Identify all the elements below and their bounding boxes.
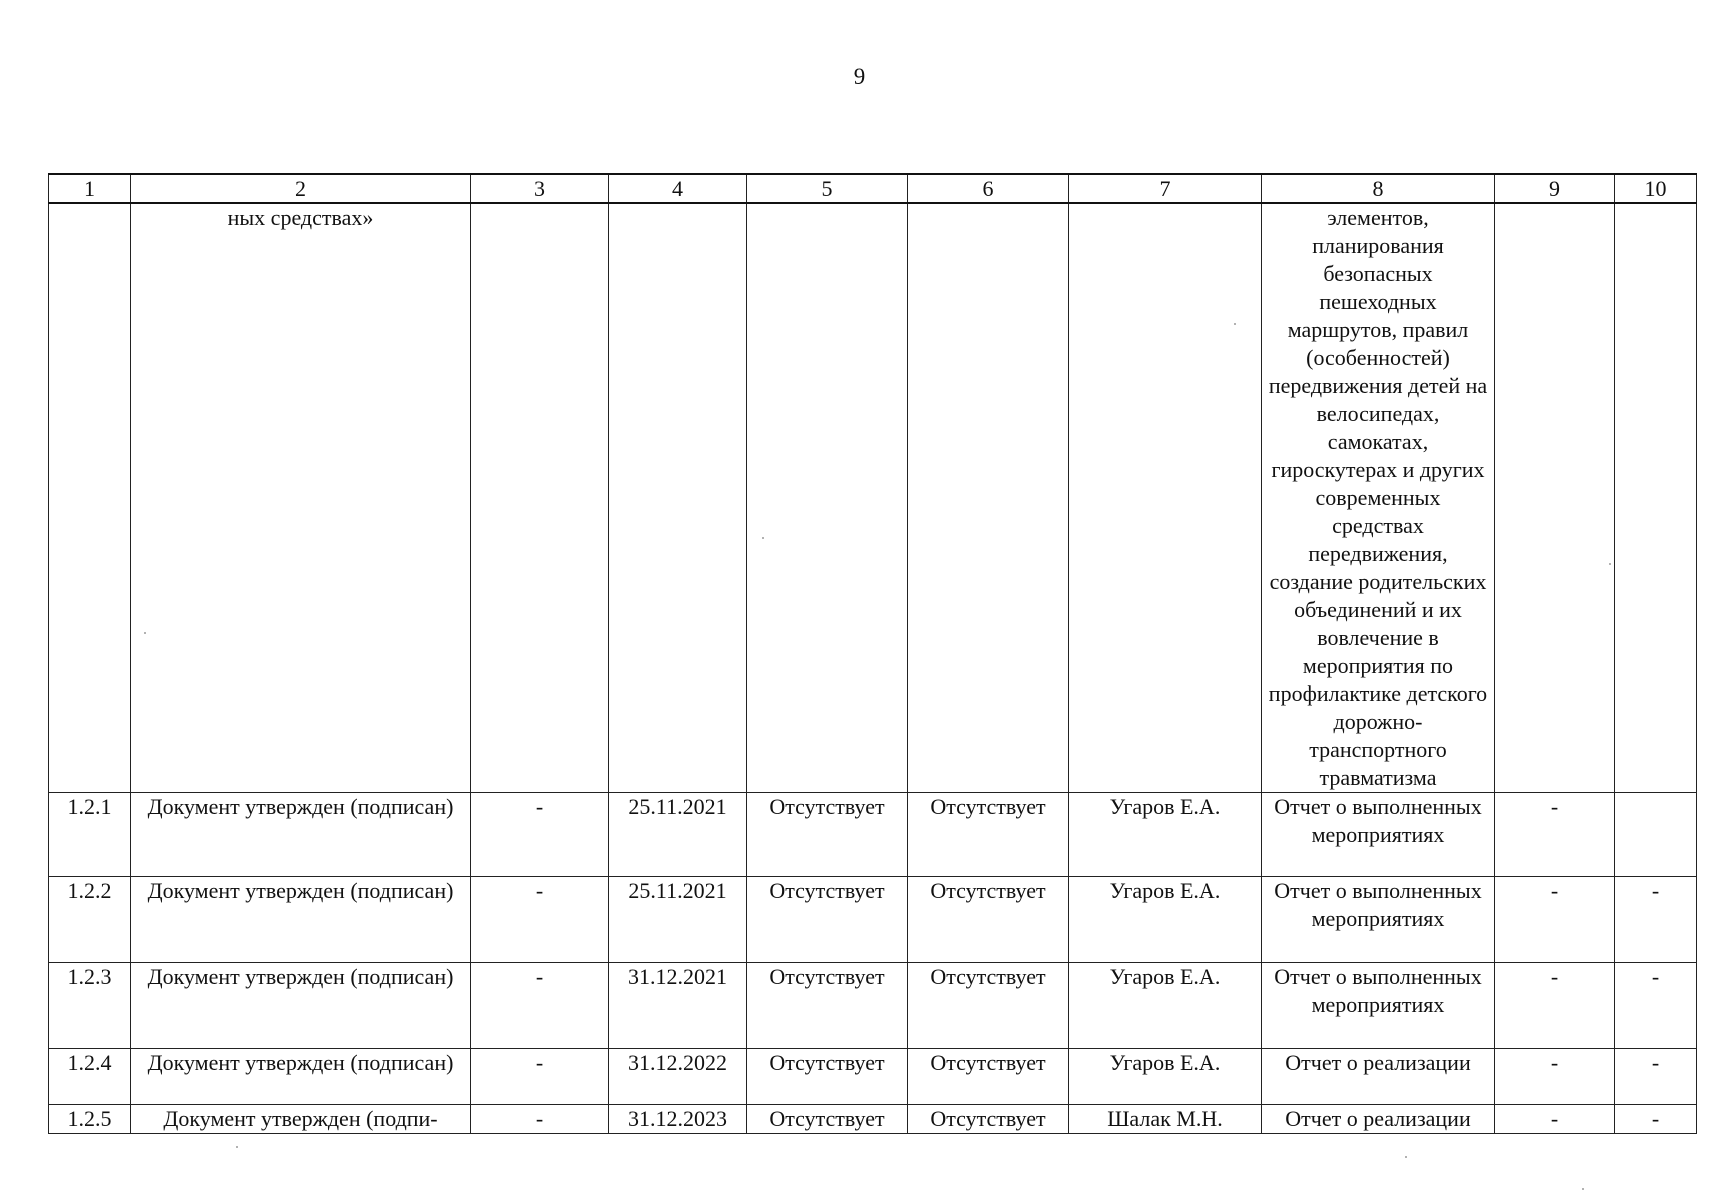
document-status: Документ утвержден (подписан) — [131, 1049, 471, 1105]
report-type: Отчет о выполненных мероприятиях — [1262, 877, 1495, 963]
cell-col6: Отсутствует — [908, 963, 1069, 1049]
cell-col5: Отсутствует — [747, 1049, 908, 1105]
continued-text-col2: ных средствах» — [131, 203, 471, 793]
header-col-5: 5 — [747, 174, 908, 203]
cell-col9: - — [1495, 1049, 1615, 1105]
date: 31.12.2023 — [609, 1105, 747, 1134]
cell-col3: - — [471, 1049, 609, 1105]
responsible-person: Угаров Е.А. — [1069, 1049, 1262, 1105]
scan-speck — [1405, 1156, 1407, 1158]
cell — [1615, 203, 1697, 793]
cell-col3: - — [471, 793, 609, 877]
table-header-row — [49, 174, 1697, 203]
date: 25.11.2021 — [609, 877, 747, 963]
date: 31.12.2022 — [609, 1049, 747, 1105]
cell-col9: - — [1495, 793, 1615, 877]
header-col-4: 4 — [609, 174, 747, 203]
continuation-row — [49, 203, 1697, 793]
cell-col5: Отсутствует — [747, 793, 908, 877]
header-col-2: 2 — [131, 174, 471, 203]
cell-col10: - — [1615, 1105, 1697, 1134]
header-col-1: 1 — [49, 174, 131, 203]
cell-col5: Отсутствует — [747, 877, 908, 963]
document-table — [48, 173, 1697, 1134]
header-col-7: 7 — [1069, 174, 1262, 203]
cell-col6: Отсутствует — [908, 1105, 1069, 1134]
cell-col9: - — [1495, 1105, 1615, 1134]
cell-col6: Отсутствует — [908, 1049, 1069, 1105]
cell-col10 — [1615, 793, 1697, 877]
table-row — [49, 963, 1697, 1049]
responsible-person: Угаров Е.А. — [1069, 963, 1262, 1049]
report-type: Отчет о выполненных мероприятиях — [1262, 793, 1495, 877]
report-type: Отчет о реализации — [1262, 1049, 1495, 1105]
cell — [747, 203, 908, 793]
cell — [908, 203, 1069, 793]
scan-speck — [1234, 323, 1236, 325]
header-col-10: 10 — [1615, 174, 1697, 203]
row-number: 1.2.5 — [49, 1105, 131, 1134]
row-number: 1.2.4 — [49, 1049, 131, 1105]
responsible-person: Шалак М.Н. — [1069, 1105, 1262, 1134]
scan-speck — [1609, 563, 1611, 565]
cell-col6: Отсутствует — [908, 793, 1069, 877]
cell — [1069, 203, 1262, 793]
table-row — [49, 1049, 1697, 1105]
page-number: 9 — [853, 64, 866, 89]
cell — [49, 203, 131, 793]
cell-col6: Отсутствует — [908, 877, 1069, 963]
cell — [609, 203, 747, 793]
scan-speck — [762, 537, 764, 539]
scan-speck — [236, 1146, 238, 1148]
table-row — [49, 1105, 1697, 1134]
row-number: 1.2.2 — [49, 877, 131, 963]
document-status: Документ утвержден (подписан) — [131, 793, 471, 877]
table-row — [49, 877, 1697, 963]
header-col-9: 9 — [1495, 174, 1615, 203]
responsible-person: Угаров Е.А. — [1069, 877, 1262, 963]
document-status: Документ утвержден (подпи- — [131, 1105, 471, 1134]
row-number: 1.2.3 — [49, 963, 131, 1049]
header-col-3: 3 — [471, 174, 609, 203]
responsible-person: Угаров Е.А. — [1069, 793, 1262, 877]
table-row — [49, 793, 1697, 877]
cell — [1495, 203, 1615, 793]
report-type: Отчет о выполненных мероприятиях — [1262, 963, 1495, 1049]
cell-col3: - — [471, 963, 609, 1049]
date: 31.12.2021 — [609, 963, 747, 1049]
cell-col5: Отсутствует — [747, 1105, 908, 1134]
cell-col10: - — [1615, 1049, 1697, 1105]
date: 25.11.2021 — [609, 793, 747, 877]
scan-speck — [144, 632, 146, 634]
cell-col3: - — [471, 1105, 609, 1134]
continued-text-col8: элементов, планирования безопасных пешеходных маршрутов, правил (особенностей) передвижения детей на велосипедах, самокатах, гироскутерах и других современных средствах передвижения, создание родительских объединений и их вовлечение в мероприятия по профилактике детского дорожно-транспортного травматизма — [1262, 203, 1495, 793]
cell-col10: - — [1615, 877, 1697, 963]
cell-col9: - — [1495, 963, 1615, 1049]
cell-col10: - — [1615, 963, 1697, 1049]
row-number: 1.2.1 — [49, 793, 131, 877]
cell-col3: - — [471, 877, 609, 963]
report-type: Отчет о реализации — [1262, 1105, 1495, 1134]
document-status: Документ утвержден (подписан) — [131, 963, 471, 1049]
header-col-6: 6 — [908, 174, 1069, 203]
scan-speck — [1582, 1188, 1584, 1190]
cell-col9: - — [1495, 877, 1615, 963]
document-status: Документ утвержден (подписан) — [131, 877, 471, 963]
cell-col5: Отсутствует — [747, 963, 908, 1049]
cell — [471, 203, 609, 793]
header-col-8: 8 — [1262, 174, 1495, 203]
